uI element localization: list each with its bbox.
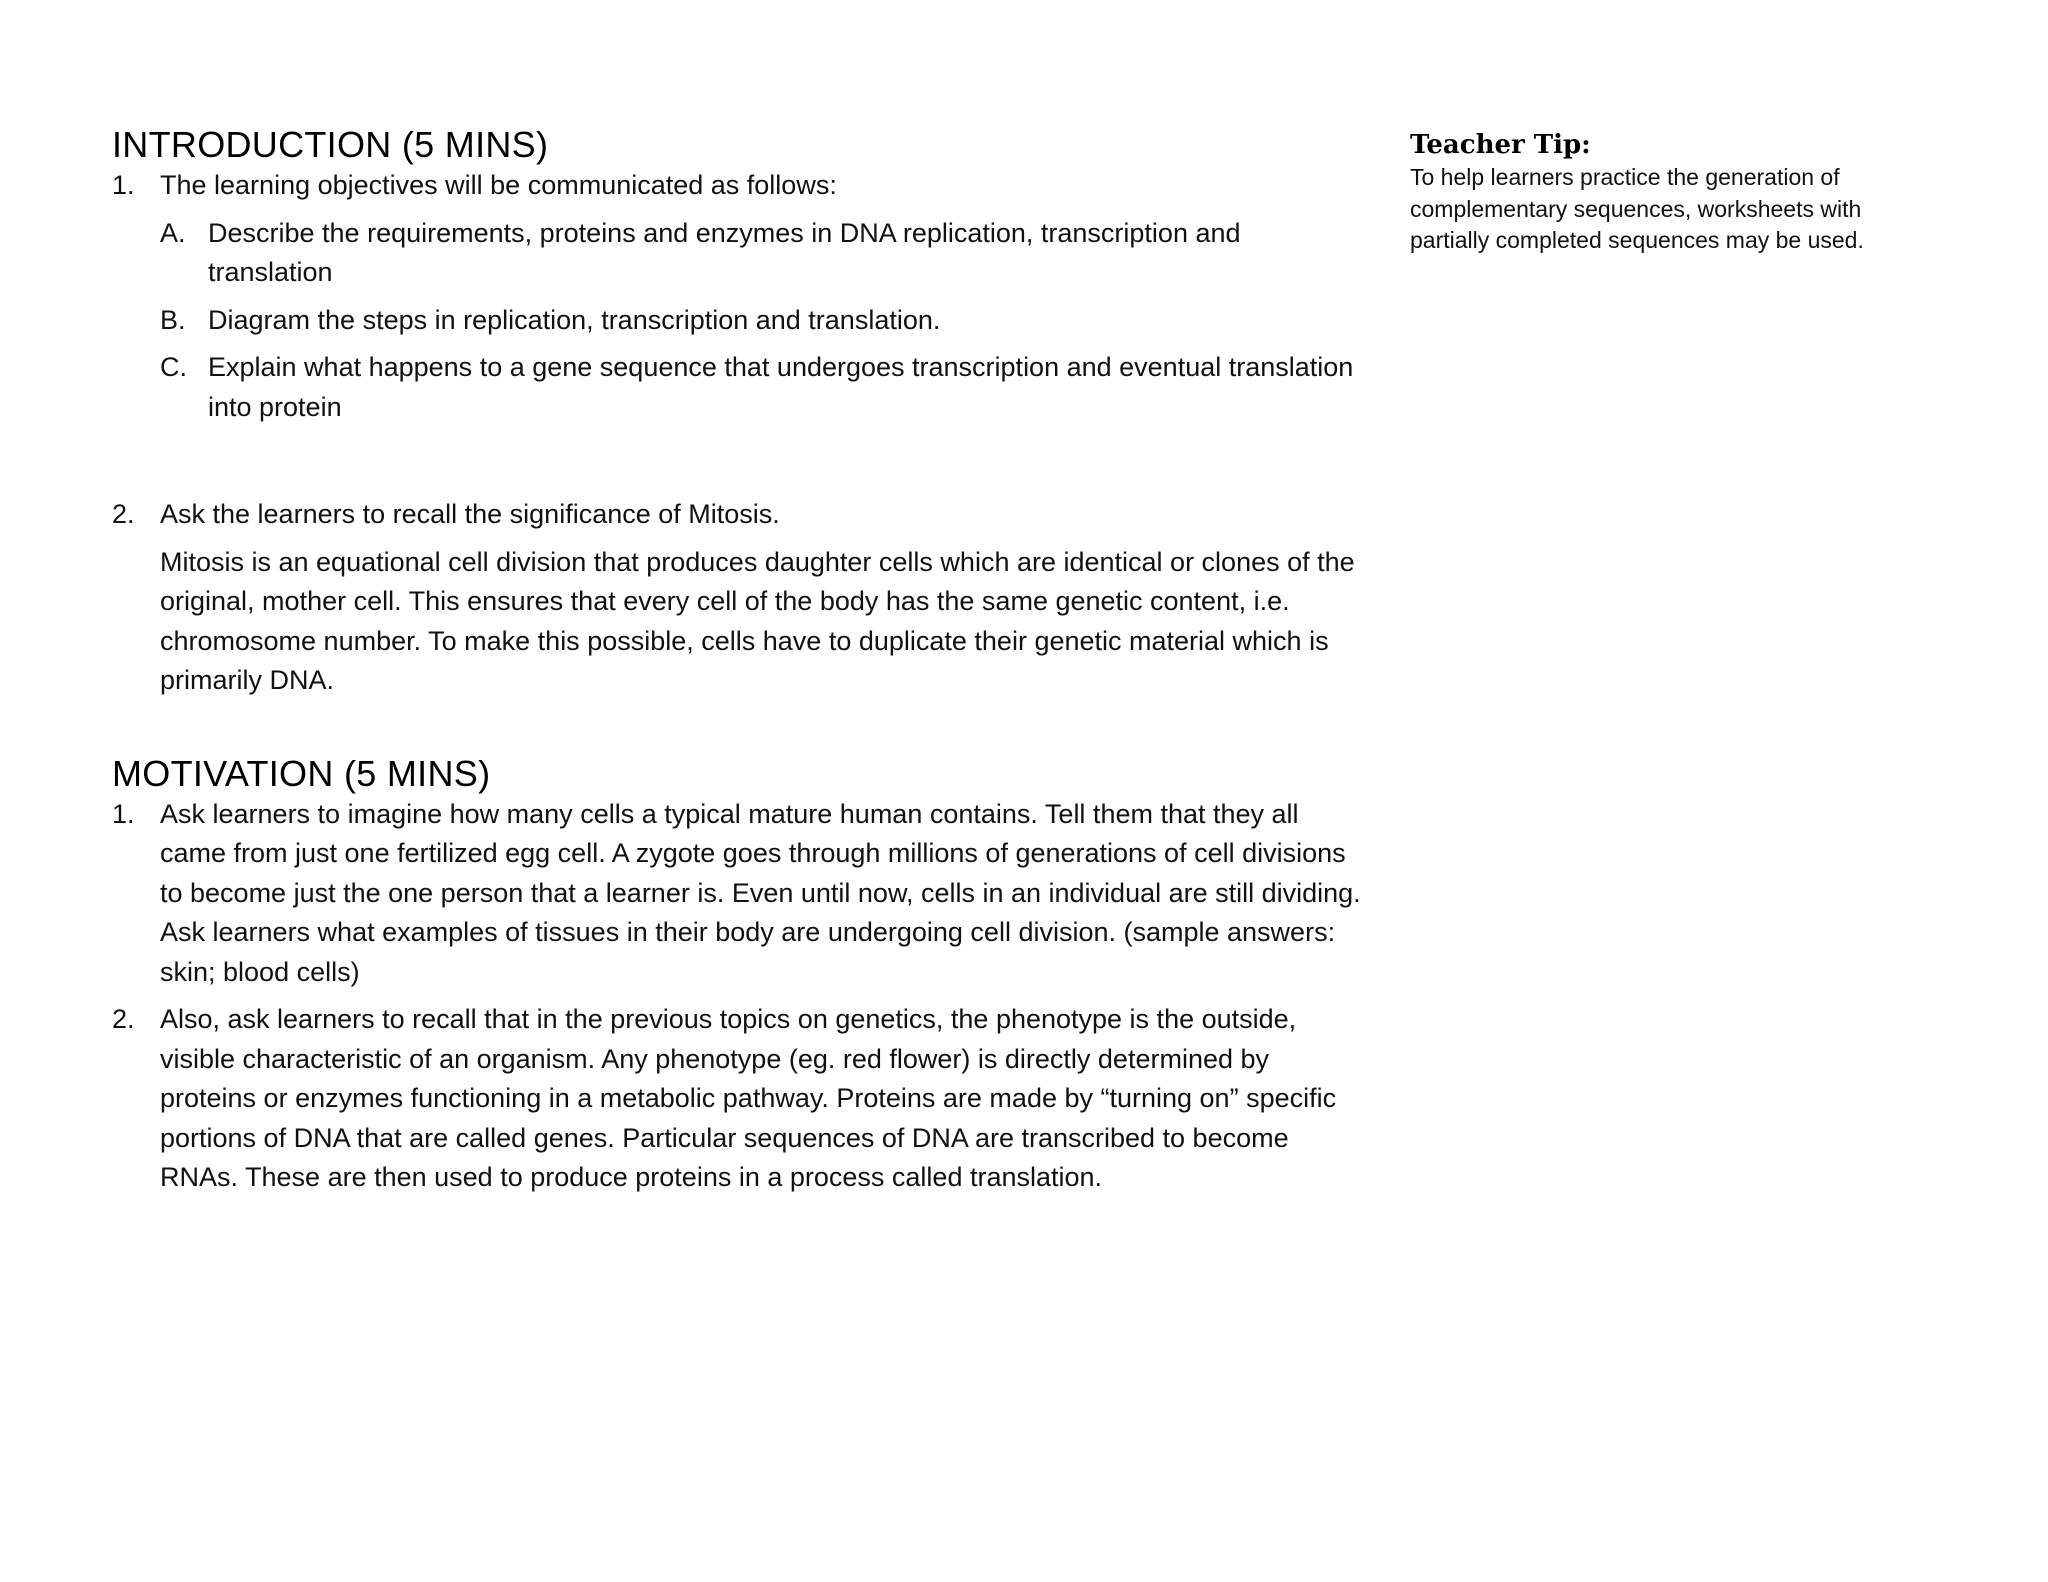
teacher-tip-title: Teacher Tip: <box>1410 130 1591 160</box>
teacher-tip-sidebar <box>1410 130 1910 257</box>
objective-letter: A. <box>160 217 186 248</box>
objective-text: Describe the requirements, proteins and enzymes in DNA replication, transcription and translation <box>208 217 1241 287</box>
spacer <box>112 443 1372 495</box>
motivation-list <box>112 795 1372 1198</box>
lesson-main-column <box>112 124 1372 1206</box>
motivation-item-text: Ask learners to imagine how many cells a typical mature human contains. Tell them that they all came from just one fertilized egg cell. A zygote goes through millions of generations of cell divisions to become just the one person that a learner is. Even until now, cells in an individual are still dividing. Ask learners what examples of tissues in their body are undergoing cell division. (sample answers: skin; blood cells) <box>160 798 1361 987</box>
motivation-item <box>112 1000 1372 1198</box>
objective-text: Explain what happens to a gene sequence that undergoes transcription and eventual translation into protein <box>208 352 1354 422</box>
mitosis-paragraph: Mitosis is an equational cell division that produces daughter cells which are identical or clones of the original, mother cell. This ensures that every cell of the body has the same genetic content, i.e. chromosome number. To make this possible, cells have to duplicate their genetic material which is primarily DNA. <box>160 546 1355 695</box>
objective-item <box>160 348 1372 427</box>
objective-item <box>160 301 1372 341</box>
introduction-item-1 <box>112 166 1372 435</box>
motivation-item-text: Also, ask learners to recall that in the previous topics on genetics, the phenotype is the outside, visible characteristic of an organism. Any phenotype (eg. red flower) is directly determined by proteins or enzymes functioning in a metabolic pathway. Proteins are made by “turning on” specific portions of DNA that are called genes. Particular sequences of DNA are transcribed to become RNAs. These are then used to produce proteins in a process called translation. <box>160 1004 1337 1192</box>
list-number: 2. <box>112 1004 135 1034</box>
introduction-item-2 <box>112 495 1372 701</box>
motivation-heading: MOTIVATION (5 MINS) <box>112 752 491 794</box>
introduction-heading: INTRODUCTION (5 MINS) <box>112 124 549 165</box>
objective-item <box>160 214 1372 293</box>
objectives-intro-text: The learning objectives will be communicated as follows: <box>160 170 837 200</box>
list-number: 1. <box>112 798 135 829</box>
spacer <box>112 709 1372 753</box>
objective-letter: B. <box>160 304 186 335</box>
mitosis-question-text: Ask the learners to recall the significance of Mitosis. <box>160 499 780 529</box>
list-number: 2. <box>112 499 135 529</box>
objective-letter: C. <box>160 352 187 382</box>
objective-text: Diagram the steps in replication, transcription and translation. <box>208 304 941 335</box>
teacher-tip-text: To help learners practice the generation of complementary sequences, worksheets with partially completed sequences may be used. <box>1410 164 1864 253</box>
introduction-list <box>112 166 1372 701</box>
motivation-item <box>112 795 1372 993</box>
objectives-list <box>160 214 1372 428</box>
list-number: 1. <box>112 170 135 200</box>
